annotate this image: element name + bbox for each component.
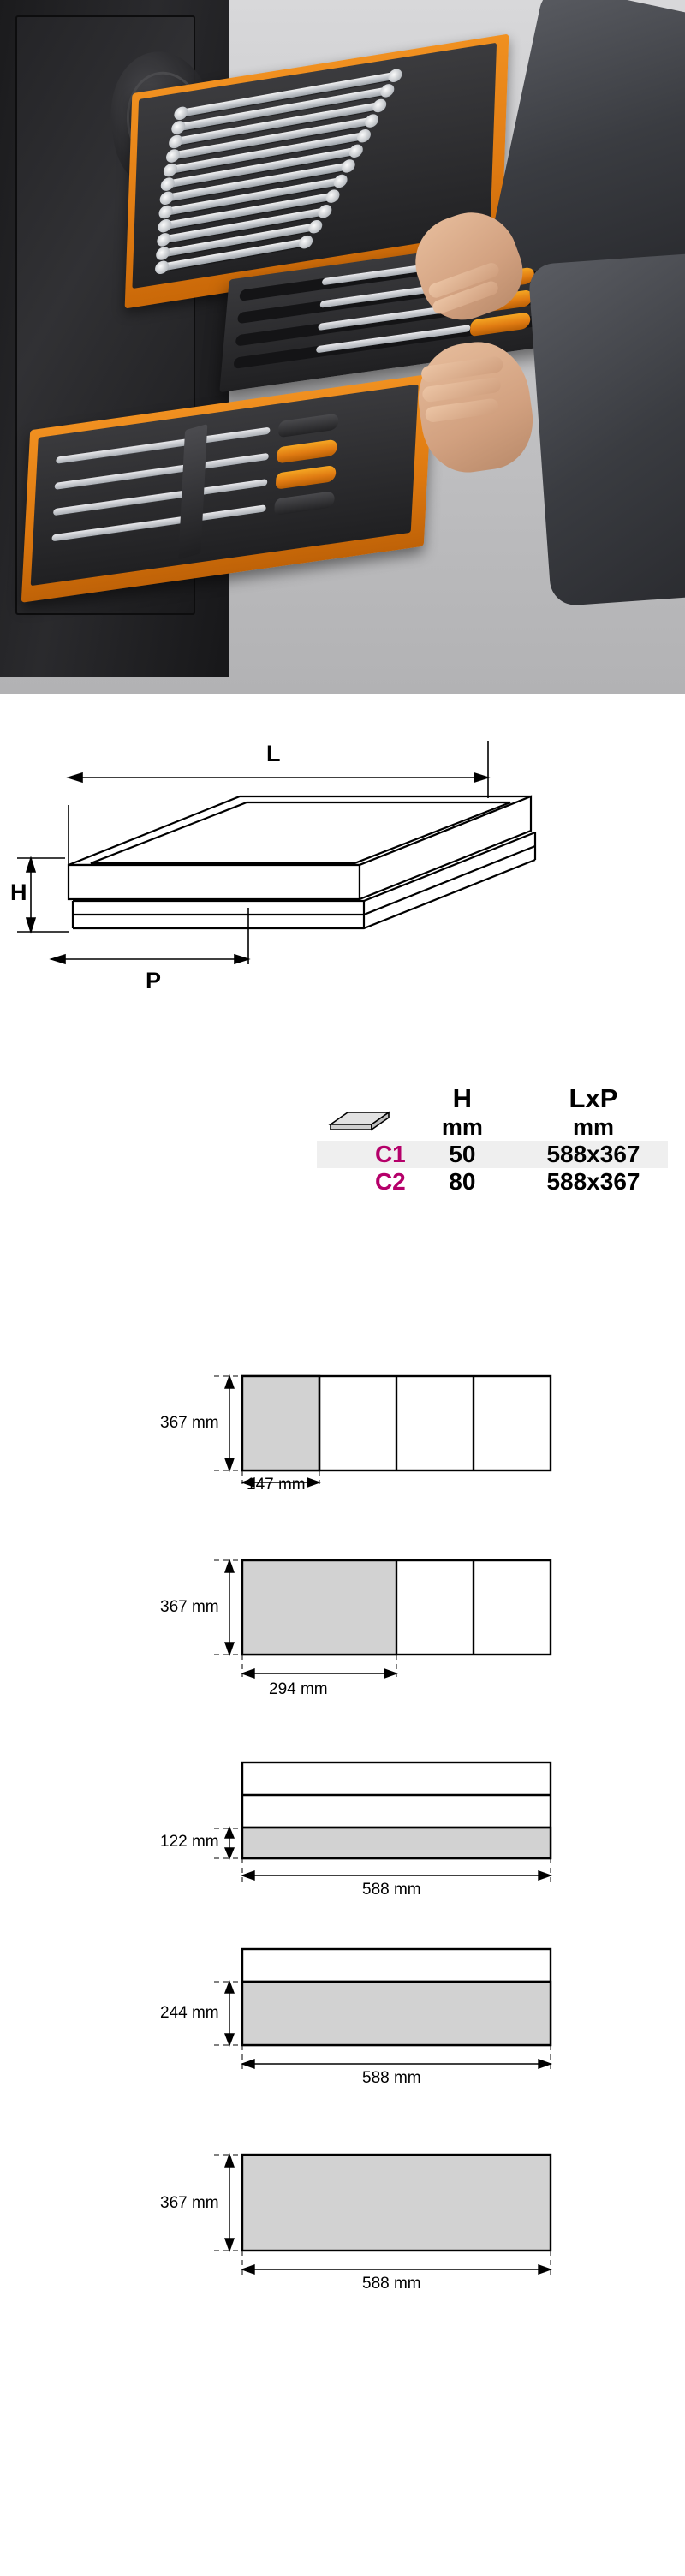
unit-lxp: mm (572, 1114, 614, 1140)
row-lxp-c1: 588x367 (546, 1141, 640, 1167)
layout4-vertical-label: 244 mm (160, 2004, 219, 2022)
unit-h: mm (441, 1114, 483, 1140)
layout1-horizontal-label: 147 mm (247, 1476, 306, 1494)
dimension-label-H: H (10, 880, 27, 905)
operator-right-sleeve (527, 249, 685, 606)
table-row (317, 1141, 668, 1168)
row-code-c2: C2 (374, 1168, 406, 1195)
spec-table (317, 1083, 685, 1196)
dimension-table (317, 1083, 668, 1196)
tray-isometric-diagram (0, 702, 685, 1045)
table-row (317, 1168, 668, 1196)
dimension-label-P: P (146, 968, 162, 993)
layout1-vertical-label: 367 mm (160, 1414, 219, 1432)
layout3-horizontal-label: 588 mm (362, 1881, 421, 1899)
technical-drawings (0, 694, 685, 2576)
layout2-vertical-label: 367 mm (160, 1598, 219, 1616)
tray-icon (325, 1102, 394, 1136)
layout2-horizontal-label: 294 mm (269, 1680, 328, 1698)
layout-2-columns-294 (0, 1516, 685, 1698)
layout4-horizontal-label: 588 mm (362, 2069, 421, 2087)
layout-4-columns-147 (0, 1332, 685, 1494)
layout3-vertical-label: 122 mm (160, 1833, 219, 1851)
layout-3-rows-122 (0, 1721, 685, 1899)
layout-full-367 (0, 2115, 685, 2304)
layout5-vertical-label: 367 mm (160, 2194, 219, 2212)
row-code-c1: C1 (374, 1141, 406, 1167)
product-photo (0, 0, 685, 694)
dimension-label-L: L (266, 741, 281, 766)
row-lxp-c2: 588x367 (546, 1168, 640, 1195)
row-h-c1: 50 (449, 1141, 476, 1167)
layout-2-rows-244 (0, 1910, 685, 2090)
layout5-horizontal-label: 588 mm (362, 2275, 421, 2293)
header-lxp: LxP (569, 1083, 618, 1113)
row-h-c2: 80 (449, 1168, 476, 1195)
header-h: H (452, 1083, 473, 1113)
